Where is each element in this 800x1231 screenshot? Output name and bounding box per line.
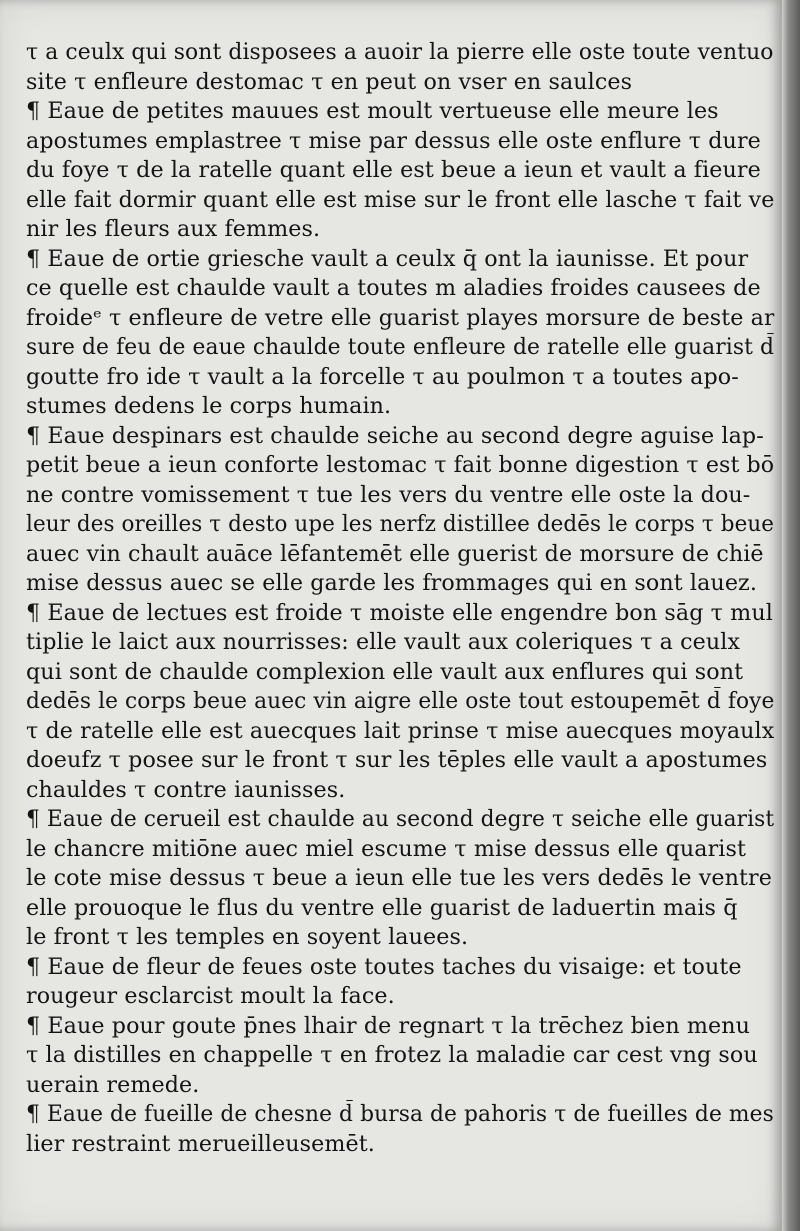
page-edge-shadow [782,0,800,1231]
text-line: ne contre vomissement τ tue les vers du ventre elle oste la dou- [26,481,751,508]
text-line: ¶ Eaue pour goute p̄nes lhair de regnart τ la trēchez bien menu [26,1012,751,1039]
text-line: lier restraint merueilleusemēt. [26,1130,375,1157]
text-line: τ a ceulx qui sont disposees a auoir la pierre elle oste toute ventuo [26,39,774,65]
text-line: le chancre mitiōne auec miel escume τ mise dessus elle quarist [26,835,747,862]
text-line: froideᵉ τ enfleure de vetre elle guarist playes morsure de beste ar [26,304,775,331]
text-line: ¶ Eaue de lectues est froide τ moiste elle engendre bon sāg τ mul [26,599,773,626]
text-line: ¶ Eaue de fueille de chesne d̄ bursa de pahoris τ de fueilles de mes [26,1101,774,1127]
text-line: site τ enfleure destomac τ en peut on vser en saulces [26,68,633,95]
text-line: le front τ les temples en soyent lauees. [26,924,469,950]
text-line: petit beue a ieun conforte lestomac τ fait bonne digestion τ est bō [26,452,774,478]
text-line: goutte fro ide τ vault a la forcelle τ au poulmon τ a toutes apo- [26,363,739,390]
text-line: apostumes emplastree τ mise par dessus elle oste enflure τ dure [26,127,761,154]
text-line: doeufz τ posee sur le front τ sur les tēples elle vault a apostumes [26,747,768,773]
text-line: mise dessus auec se elle garde les frommages qui en sont lauez. [26,570,757,596]
text-line: ¶ Eaue de fleur de feues oste toutes taches du visaige: et toute [26,953,742,980]
text-line: tiplie le laict aux nourrisses: elle vault aux coleriques τ a ceulx [26,629,741,655]
text-line: sure de feu de eaue chaulde toute enfleure de ratelle elle guarist d̄ [26,334,775,360]
text-line: ¶ Eaue despinars est chaulde seiche au second degre aguise lap- [26,422,764,449]
text-line: uerain remede. [26,1071,200,1098]
text-line: τ la distilles en chappelle τ en frotez la maladie car cest vng sou [26,1042,758,1068]
text-line: dedēs le corps beue auec vin aigre elle oste tout estoupemēt d̄ foye [26,688,775,714]
text-line: elle fait dormir quant elle est mise sur le front elle lasche τ fait ve [26,186,774,213]
text-line: leur des oreilles τ desto upe les nerfz distillee dedēs le corps τ beue [26,511,774,537]
text-line: stumes dedens le corps humain. [26,393,392,419]
text-line: elle prouoque le flus du ventre elle guarist de laduertin mais q̄ [26,894,738,921]
text-line: auec vin chault auāce lēfantemēt elle guerist de morsure de chiē [26,540,764,567]
text-line: ¶ Eaue de petites mauues est moult vertueuse elle meure les [26,98,719,124]
text-line: chauldes τ contre iaunisses. [26,776,346,803]
text-line: qui sont de chaulde complexion elle vault aux enflures qui sont [26,658,744,685]
text-line: ¶ Eaue de ortie griesche vault a ceulx q̄ ont la iaunisse. Et pour [26,245,749,272]
text-line: le cote mise dessus τ beue a ieun elle tue les vers dedēs le ventre [26,865,772,891]
text-line: ce quelle est chaulde vault a toutes m aladies froides causees de [26,275,761,301]
text-line: ¶ Eaue de cerueil est chaulde au second degre τ seiche elle guarist [26,806,775,832]
page-text [26,38,774,1159]
text-line: du foye τ de la ratelle quant elle est beue a ieun et vault a fieure [26,157,761,183]
text-line: nir les fleurs aux femmes. [26,216,321,242]
text-line: rougeur esclarcist moult la face. [26,983,395,1009]
text-line: τ de ratelle elle est auecques lait prinse τ mise auecques moyaulx [26,717,775,744]
